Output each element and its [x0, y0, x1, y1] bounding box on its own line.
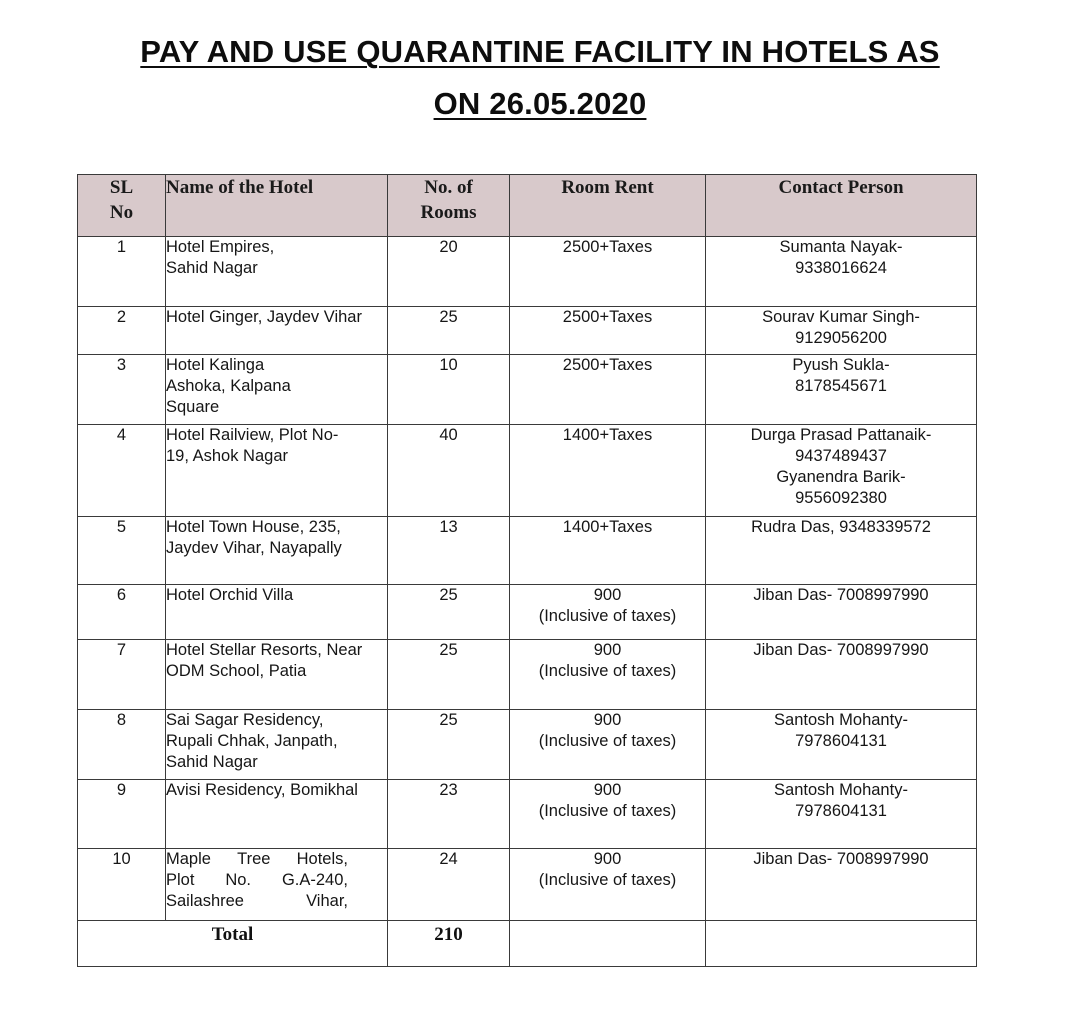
cell-line: 8178545671: [795, 377, 887, 395]
table-body: [78, 237, 977, 921]
cell-line: Sourav Kumar Singh-: [762, 308, 920, 326]
cell-line: Jiban Das- 7008997990: [753, 586, 929, 604]
cell-room-rent: [510, 585, 706, 640]
cell-sl-no: 9: [78, 780, 166, 849]
cell-line: Sahid Nagar: [166, 753, 258, 771]
cell-room-rent: [510, 237, 706, 307]
cell-hotel-name: [166, 517, 388, 585]
cell-sl-no: 5: [78, 517, 166, 585]
cell-no-of-rooms: 23: [388, 780, 510, 849]
cell-hotel-name: [166, 425, 388, 517]
total-rent-empty: [510, 921, 706, 967]
cell-no-of-rooms: 24: [388, 849, 510, 921]
cell-line: 2500+Taxes: [562, 356, 653, 374]
cell-word: Vihar,: [306, 892, 348, 910]
cell-line: Hotel Town House, 235,: [166, 518, 341, 536]
cell-hotel-name: [166, 710, 388, 780]
cell-line: Hotel Orchid Villa: [166, 586, 294, 604]
table-header-row: [78, 175, 977, 237]
cell-contact-person: [706, 710, 977, 780]
cell-line: 1400+Taxes: [562, 426, 653, 444]
cell-room-rent: [510, 710, 706, 780]
cell-room-rent: [510, 640, 706, 710]
cell-hotel-name: [166, 849, 388, 921]
table-row: [78, 640, 977, 710]
cell-contact-person: [706, 585, 977, 640]
cell-line: Hotel Ginger, Jaydev Vihar: [166, 308, 362, 326]
cell-line: Gyanendra Barik-: [776, 468, 906, 486]
cell-line: Jiban Das- 7008997990: [753, 641, 929, 659]
hotels-table: [77, 174, 977, 967]
header-sl-no: SL No: [78, 175, 166, 237]
cell-line: 9556092380: [795, 489, 887, 507]
cell-line: Sahid Nagar: [166, 259, 258, 277]
cell-line: 900: [593, 586, 622, 604]
cell-line: (Inclusive of taxes): [538, 802, 677, 820]
total-label: Total: [78, 921, 388, 967]
cell-line: 19, Ashok Nagar: [166, 447, 288, 465]
cell-word: Hotels,: [296, 850, 348, 868]
table-row: [78, 355, 977, 425]
cell-line: 2500+Taxes: [562, 308, 653, 326]
cell-line: 2500+Taxes: [562, 238, 653, 256]
cell-hotel-name: [166, 780, 388, 849]
cell-line: ODM School, Patia: [166, 662, 307, 680]
cell-sl-no: 10: [78, 849, 166, 921]
cell-line: Hotel Empires,: [166, 238, 275, 256]
cell-contact-person: [706, 517, 977, 585]
cell-line: Ashoka, Kalpana: [166, 377, 291, 395]
header-hotel-name: Name of the Hotel: [166, 175, 388, 237]
header-contact-person: Contact Person: [706, 175, 977, 237]
cell-sl-no: 7: [78, 640, 166, 710]
cell-line: Square: [166, 398, 220, 416]
cell-room-rent: [510, 425, 706, 517]
table-row: [78, 517, 977, 585]
cell-sl-no: 2: [78, 307, 166, 355]
page-title: PAY AND USE QUARANTINE FACILITY IN HOTELS AS: [140, 34, 940, 69]
cell-contact-person: [706, 355, 977, 425]
cell-line: (Inclusive of taxes): [538, 732, 677, 750]
cell-contact-person: [706, 849, 977, 921]
cell-room-rent: [510, 355, 706, 425]
cell-hotel-name: [166, 640, 388, 710]
table-row: [78, 307, 977, 355]
cell-line: 1400+Taxes: [562, 518, 653, 536]
cell-line: 9437489437: [795, 447, 887, 465]
header-room-rent: Room Rent: [510, 175, 706, 237]
cell-line: 900: [593, 641, 622, 659]
cell-word: G.A-240,: [281, 871, 348, 889]
cell-room-rent: [510, 517, 706, 585]
cell-line: 7978604131: [795, 732, 887, 750]
cell-contact-person: [706, 780, 977, 849]
cell-no-of-rooms: 25: [388, 710, 510, 780]
cell-word: Sailashree: [166, 892, 244, 910]
cell-line: 900: [593, 711, 622, 729]
cell-line: [166, 891, 348, 912]
cell-room-rent: [510, 780, 706, 849]
cell-line: 900: [593, 850, 622, 868]
cell-line: (Inclusive of taxes): [538, 871, 677, 889]
cell-line: 9129056200: [795, 329, 887, 347]
cell-line: Sumanta Nayak-: [779, 238, 903, 256]
cell-no-of-rooms: 25: [388, 585, 510, 640]
header-no-of-rooms: No. of Rooms: [388, 175, 510, 237]
cell-line: Durga Prasad Pattanaik-: [750, 426, 932, 444]
cell-contact-person: [706, 237, 977, 307]
table-row: [78, 710, 977, 780]
cell-contact-person: [706, 307, 977, 355]
table-row: [78, 780, 977, 849]
cell-sl-no: 8: [78, 710, 166, 780]
cell-no-of-rooms: 25: [388, 307, 510, 355]
cell-line: 7978604131: [795, 802, 887, 820]
cell-no-of-rooms: 40: [388, 425, 510, 517]
cell-hotel-name: [166, 355, 388, 425]
page-title-date: ON 26.05.2020: [433, 86, 647, 121]
cell-room-rent: [510, 307, 706, 355]
cell-line: (Inclusive of taxes): [538, 607, 677, 625]
total-row: [78, 921, 977, 967]
cell-line: Jaydev Vihar, Nayapally: [166, 539, 342, 557]
cell-word: Tree: [237, 850, 271, 868]
cell-line: 9338016624: [795, 259, 887, 277]
cell-word: Plot: [166, 871, 195, 889]
cell-line: Jiban Das- 7008997990: [753, 850, 929, 868]
cell-sl-no: 1: [78, 237, 166, 307]
cell-word: No.: [225, 871, 252, 889]
cell-line: Rudra Das, 9348339572: [751, 518, 931, 536]
table-row: [78, 237, 977, 307]
cell-word: Maple: [166, 850, 211, 868]
cell-line: Hotel Kalinga: [166, 356, 265, 374]
cell-line: (Inclusive of taxes): [538, 662, 677, 680]
cell-line: 900: [593, 781, 622, 799]
cell-contact-person: [706, 640, 977, 710]
cell-no-of-rooms: 20: [388, 237, 510, 307]
cell-line: Rupali Chhak, Janpath,: [166, 732, 338, 750]
cell-contact-person: [706, 425, 977, 517]
cell-line: [166, 849, 348, 870]
cell-hotel-name: [166, 585, 388, 640]
total-rooms: 210: [388, 921, 510, 967]
cell-no-of-rooms: 13: [388, 517, 510, 585]
cell-sl-no: 4: [78, 425, 166, 517]
cell-line: [166, 870, 348, 891]
cell-hotel-name: [166, 237, 388, 307]
cell-line: Avisi Residency, Bomikhal: [166, 781, 358, 799]
cell-line: Hotel Railview, Plot No-: [166, 426, 339, 444]
total-contact-empty: [706, 921, 977, 967]
cell-hotel-name: [166, 307, 388, 355]
cell-line: Hotel Stellar Resorts, Near: [166, 641, 363, 659]
cell-line: Santosh Mohanty-: [774, 711, 908, 729]
cell-line: Santosh Mohanty-: [774, 781, 908, 799]
cell-sl-no: 6: [78, 585, 166, 640]
cell-no-of-rooms: 10: [388, 355, 510, 425]
table-row: [78, 425, 977, 517]
cell-line: Pyush Sukla-: [792, 356, 890, 374]
cell-sl-no: 3: [78, 355, 166, 425]
cell-line: Sai Sagar Residency,: [166, 711, 324, 729]
table-row: [78, 849, 977, 921]
table-row: [78, 585, 977, 640]
cell-room-rent: [510, 849, 706, 921]
cell-no-of-rooms: 25: [388, 640, 510, 710]
